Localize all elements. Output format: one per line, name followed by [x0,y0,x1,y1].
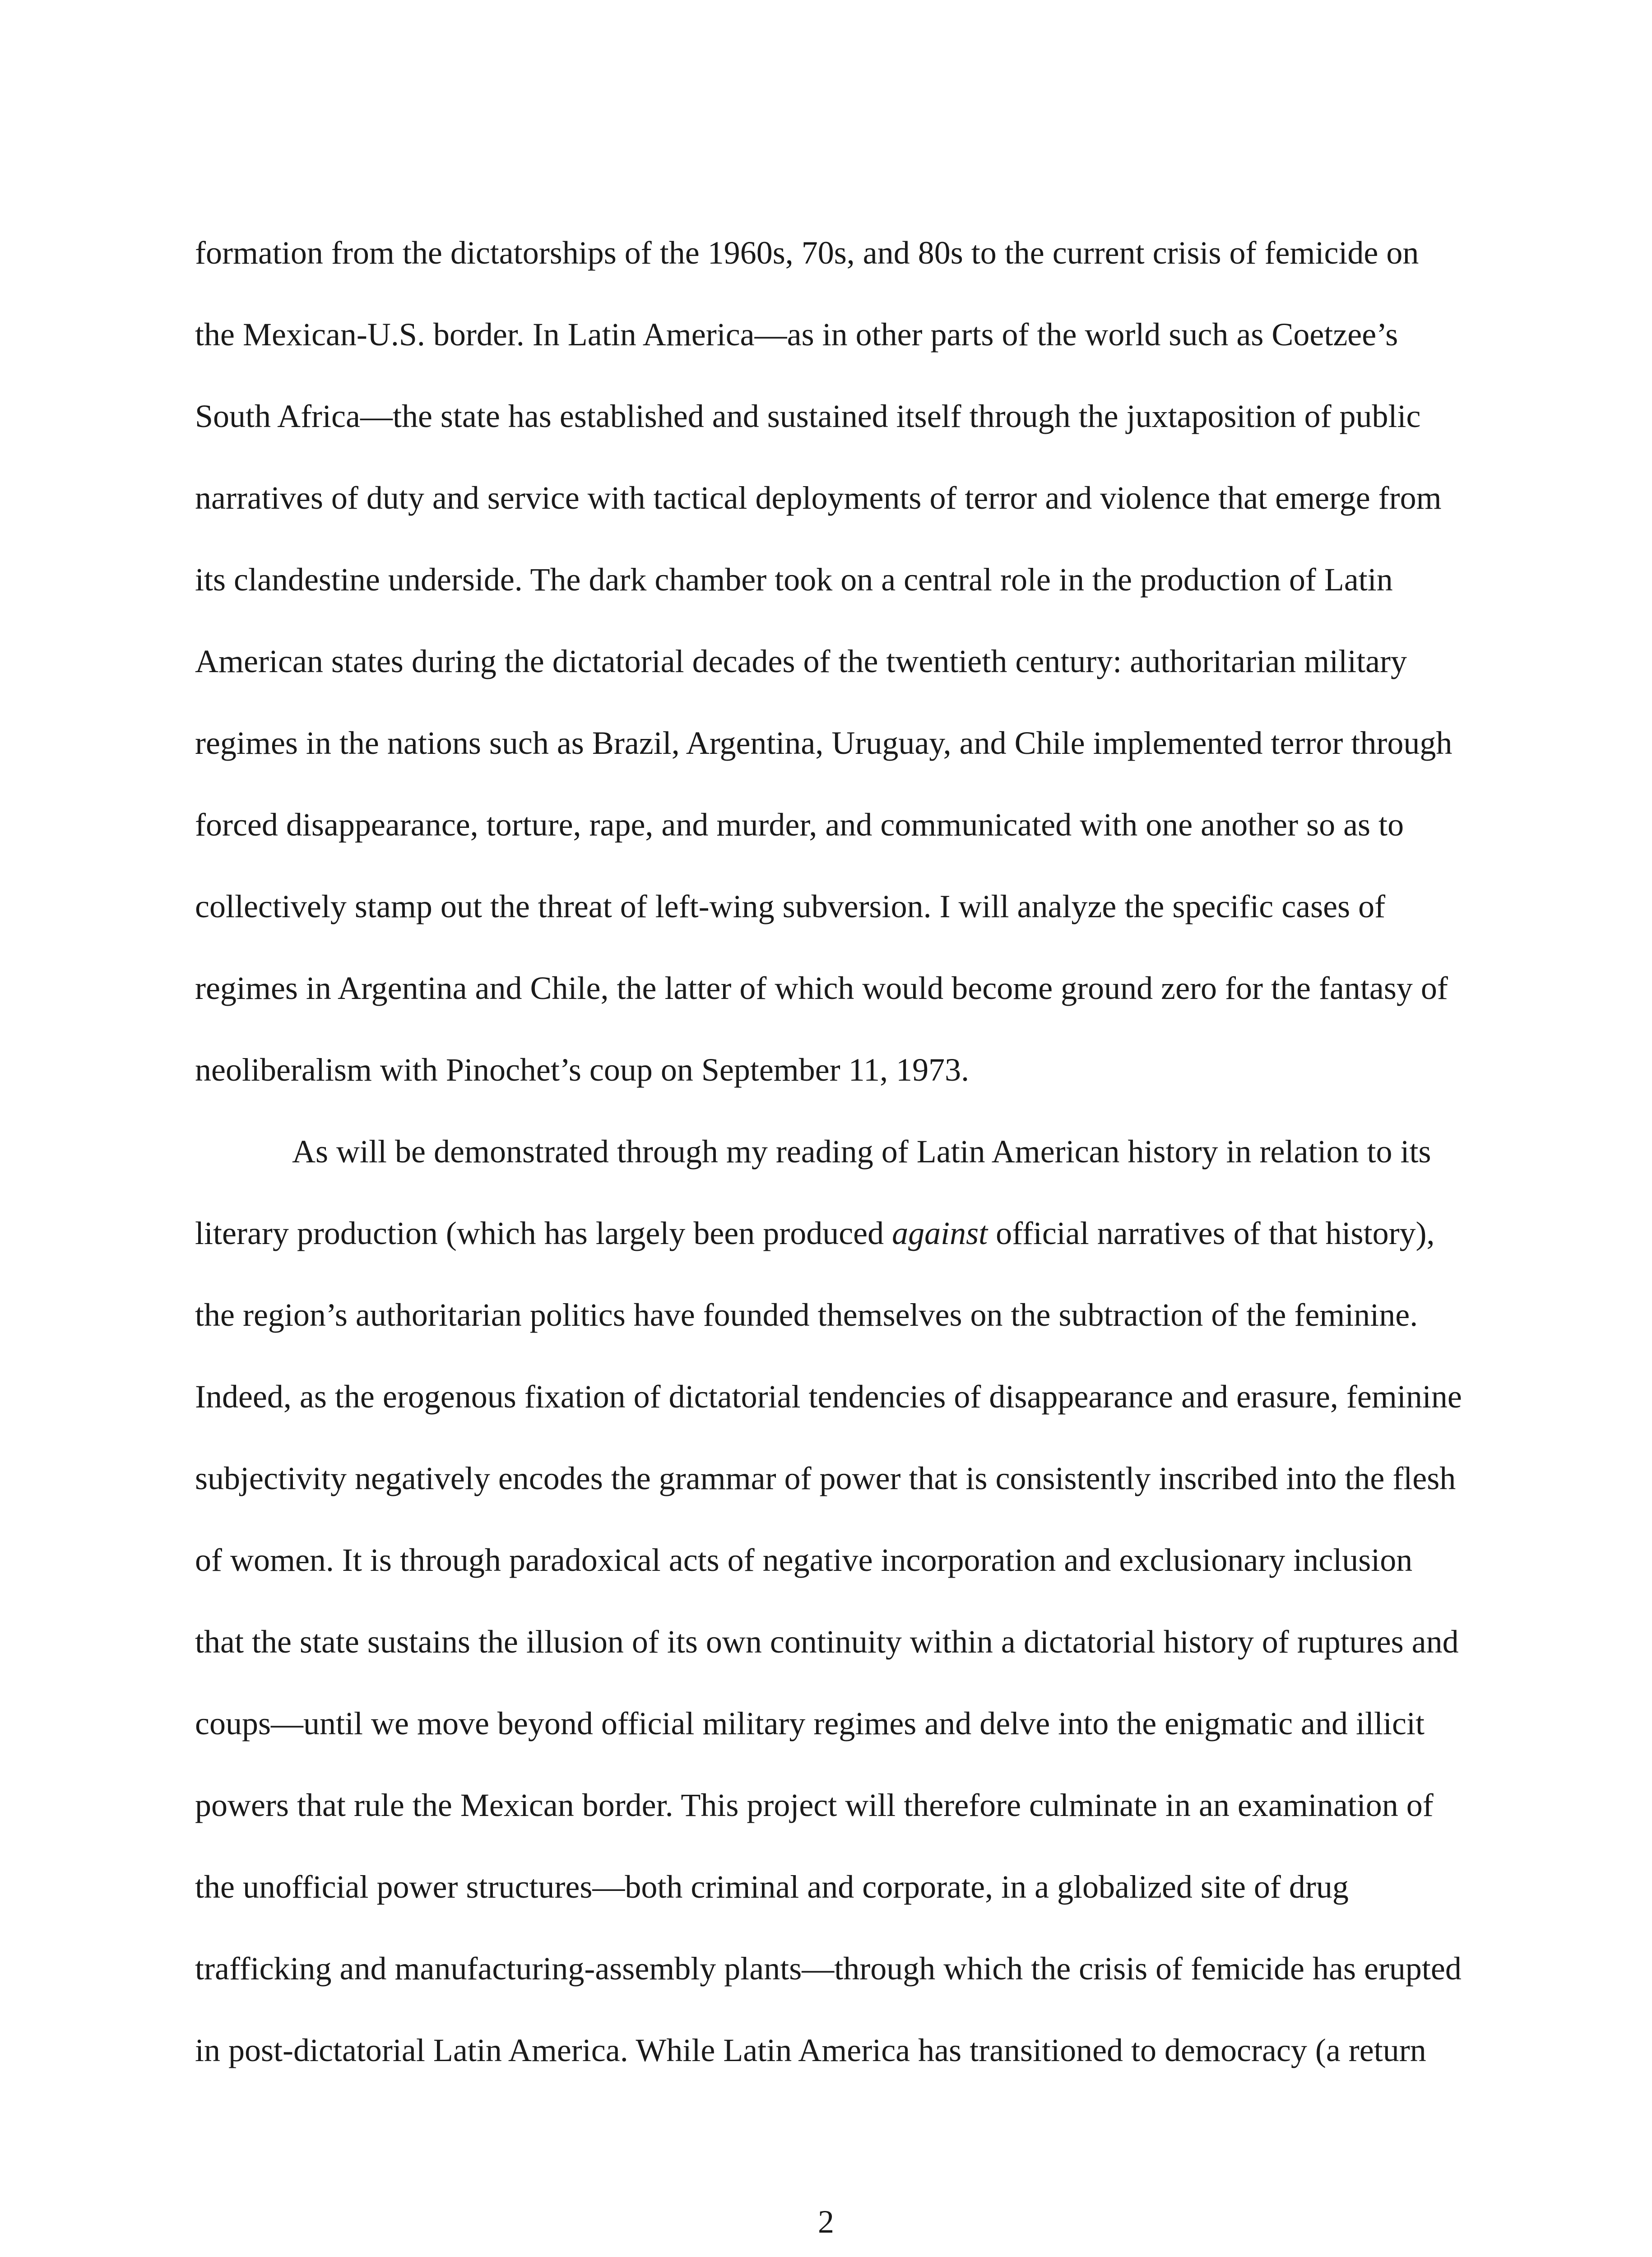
text-segment: that the state sustains the illusion of its own continuity within a dictatorial history of ruptures and [195,1624,1459,1660]
text-segment: of women. It is through paradoxical acts of negative incorporation and exclusionary inclusion [195,1542,1413,1578]
text-segment: As will be demonstrated through my reading of Latin American history in relation to its [292,1133,1431,1170]
text-segment: subjectivity negatively encodes the grammar of power that is consistently inscribed into the flesh [195,1460,1456,1496]
text-line [195,376,1468,457]
text-line [195,784,1468,866]
text-segment: American states during the dictatorial decades of the twentieth century: authoritarian military [195,643,1407,679]
paragraph-first-line [195,1111,1468,1193]
text-segment: coups—until we move beyond official military regimes and delve into the enigmatic and illicit [195,1705,1425,1742]
text-line [195,2010,1468,2091]
text-line [195,1765,1468,1846]
text-segment: its clandestine underside. The dark chamber took on a central role in the production of Latin [195,562,1393,598]
page-number: 2 [818,2204,834,2240]
text-segment: forced disappearance, torture, rape, and murder, and communicated with one another so as to [195,807,1404,843]
text-line [195,1846,1468,1928]
text-segment: South Africa—the state has established and sustained itself through the juxtaposition of public [195,398,1421,434]
text-line [195,1029,1468,1111]
text-segment: powers that rule the Mexican border. This project will therefore culminate in an examination of [195,1787,1434,1823]
text-segment: regimes in Argentina and Chile, the latter of which would become ground zero for the fantasy of [195,970,1448,1006]
text-line [195,1928,1468,2010]
text-segment: collectively stamp out the threat of left-wing subversion. I will analyze the specific cases of [195,888,1386,924]
text-line [195,947,1468,1029]
text-line [195,1601,1468,1683]
text-segment: narratives of duty and service with tactical deployments of terror and violence that emerge from [195,480,1442,516]
text-line [195,1356,1468,1438]
text-segment: regimes in the nations such as Brazil, Argentina, Uruguay, and Chile implemented terror through [195,725,1452,761]
text-line [195,294,1468,376]
text-segment: trafficking and manufacturing-assembly plants—through which the crisis of femicide has erupted [195,1950,1462,1987]
text-segment: literary production (which has largely been produced [195,1215,892,1251]
body-text [195,212,1468,2091]
text-line [195,1438,1468,1519]
text-segment: neoliberalism with Pinochet’s coup on September 11, 1973. [195,1052,970,1088]
text-line [195,1193,1468,1274]
text-segment: the region’s authoritarian politics have founded themselves on the subtraction of the feminine. [195,1297,1418,1333]
text-segment: the unofficial power structures—both criminal and corporate, in a globalized site of drug [195,1869,1349,1905]
text-line [195,866,1468,947]
text-segment: in post-dictatorial Latin America. While Latin America has transitioned to democracy (a return [195,2032,1426,2068]
text-segment: the Mexican-U.S. border. In Latin America—as in other parts of the world such as Coetzee’s [195,316,1398,353]
text-segment: formation from the dictatorships of the 1960s, 70s, and 80s to the current crisis of femicide on [195,235,1419,271]
text-line [195,1274,1468,1356]
text-line [195,212,1468,294]
text-line [195,1683,1468,1765]
text-line [195,457,1468,539]
text-line [195,621,1468,702]
text-line [195,702,1468,784]
text-line [195,539,1468,621]
emphasis-text: against [892,1215,988,1251]
text-segment: Indeed, as the erogenous fixation of dictatorial tendencies of disappearance and erasure, feminine [195,1379,1462,1415]
text-segment: official narratives of that history), [988,1215,1435,1251]
text-line [195,1519,1468,1601]
